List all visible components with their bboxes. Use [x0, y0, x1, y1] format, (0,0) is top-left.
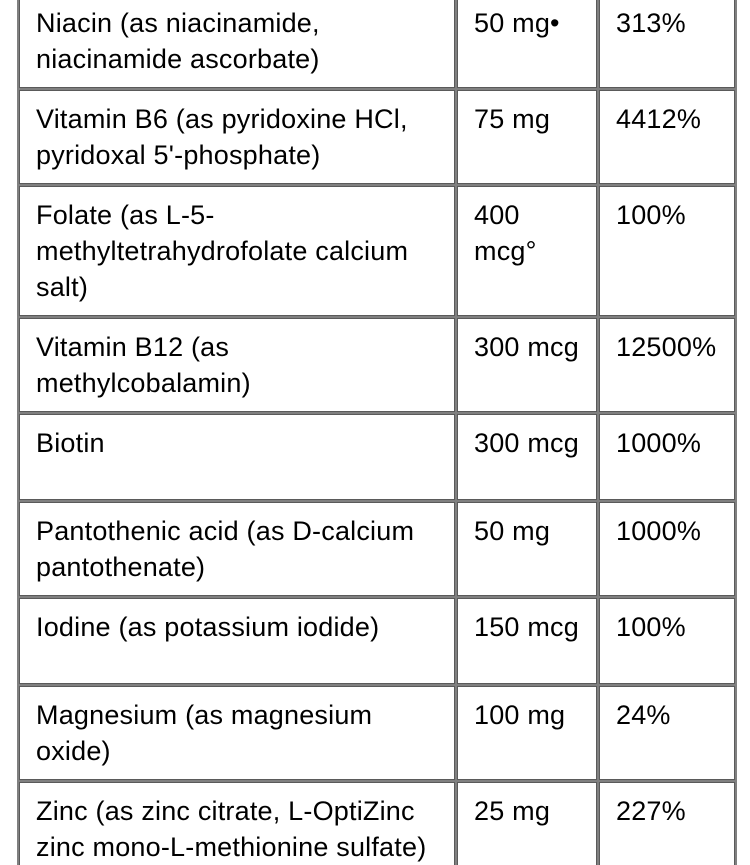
- table-row: [19, 318, 735, 412]
- nutrient-name-cell: Biotin: [19, 414, 455, 500]
- nutrient-name-cell: Niacin (as niacinamide, niacinamide ascorbate): [19, 0, 455, 88]
- nutrient-name-cell: Zinc (as zinc citrate, L-OptiZinc zinc mono-L-methionine sulfate): [19, 782, 455, 865]
- daily-value-cell: 1000%: [599, 414, 735, 500]
- table-row: [19, 186, 735, 316]
- amount-cell: 300 mcg: [457, 414, 597, 500]
- amount-cell: 400 mcg°: [457, 186, 597, 316]
- daily-value-cell: 227%: [599, 782, 735, 865]
- daily-value-cell: 4412%: [599, 90, 735, 184]
- amount-cell: 25 mg: [457, 782, 597, 865]
- table-row: [19, 502, 735, 596]
- table-row: [19, 782, 735, 865]
- nutrient-name-cell: Magnesium (as magnesium oxide): [19, 686, 455, 780]
- amount-cell: 300 mcg: [457, 318, 597, 412]
- supplement-facts-table: [17, 0, 737, 865]
- daily-value-cell: 313%: [599, 0, 735, 88]
- table-row: [19, 0, 735, 88]
- amount-cell: 50 mg•: [457, 0, 597, 88]
- daily-value-cell: 100%: [599, 598, 735, 684]
- nutrient-name-cell: Folate (as L-5-methyltetrahydrofolate calcium salt): [19, 186, 455, 316]
- nutrient-name-cell: Vitamin B12 (as methylcobalamin): [19, 318, 455, 412]
- amount-cell: 75 mg: [457, 90, 597, 184]
- amount-cell: 50 mg: [457, 502, 597, 596]
- amount-cell: 150 mcg: [457, 598, 597, 684]
- table-row: [19, 90, 735, 184]
- amount-cell: 100 mg: [457, 686, 597, 780]
- table-row: [19, 598, 735, 684]
- daily-value-cell: 24%: [599, 686, 735, 780]
- nutrient-name-cell: Vitamin B6 (as pyridoxine HCl, pyridoxal 5'-phosphate): [19, 90, 455, 184]
- nutrient-name-cell: Iodine (as potassium iodide): [19, 598, 455, 684]
- table-row: [19, 414, 735, 500]
- daily-value-cell: 100%: [599, 186, 735, 316]
- nutrient-name-cell: Pantothenic acid (as D-calcium pantothenate): [19, 502, 455, 596]
- table-row: [19, 686, 735, 780]
- daily-value-cell: 1000%: [599, 502, 735, 596]
- daily-value-cell: 12500%: [599, 318, 735, 412]
